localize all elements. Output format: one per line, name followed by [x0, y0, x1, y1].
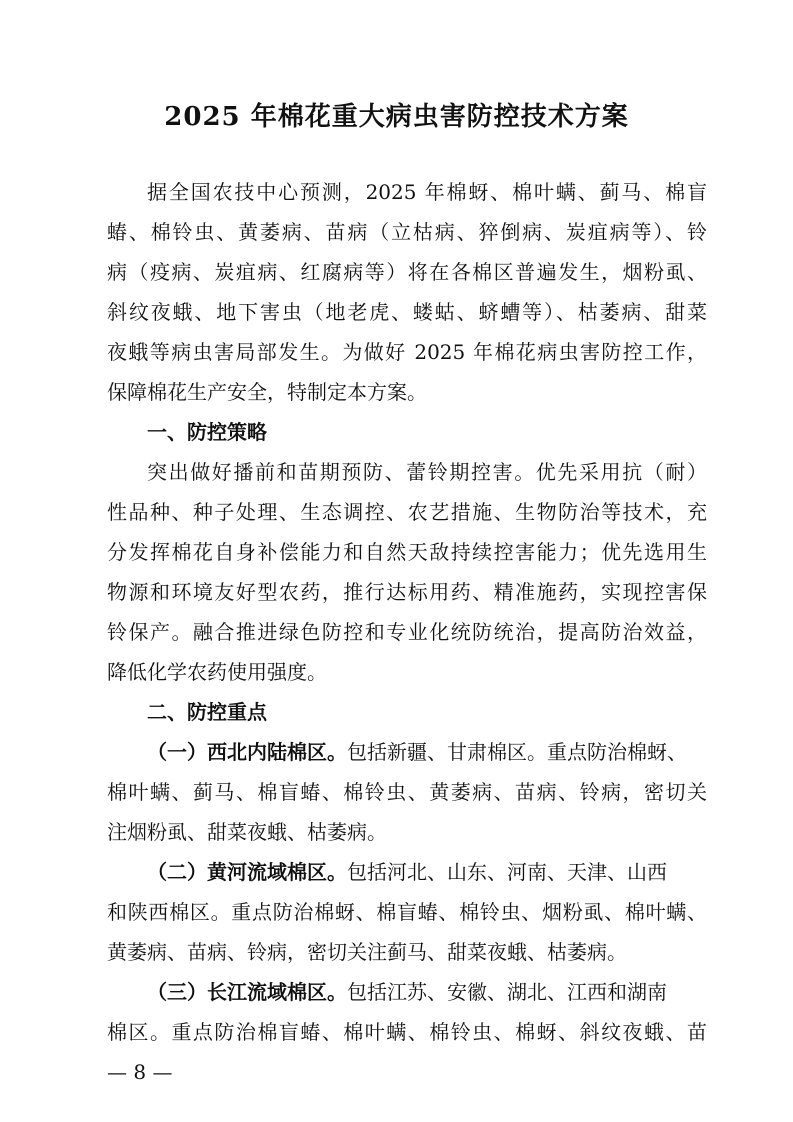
region2-label: （二）黄河流域棉区。: [147, 860, 347, 884]
intro-line-6: 保障棉花生产安全，特制定本方案。: [107, 380, 427, 404]
page-title: 2025 年棉花重大病虫害防控技术方案: [164, 102, 629, 132]
section-heading-strategy: 一、防控策略: [147, 420, 267, 444]
region1-text: 包括新疆、甘肃棉区。重点防治棉蚜、: [347, 740, 687, 764]
region1-line-2: 棉叶螨、蓟马、棉盲蝽、棉铃虫、黄萎病、苗病、铃病，密切关: [107, 780, 707, 804]
region3-label: （三）长江流域棉区。: [147, 980, 347, 1004]
region2-line-3: 黄萎病、苗病、铃病，密切关注蓟马、甜菜夜蛾、枯萎病。: [107, 940, 627, 964]
region1-first-line: [147, 738, 707, 766]
region2-line-2: 和陕西棉区。重点防治棉蚜、棉盲蝽、棉铃虫、烟粉虱、棉叶螨、: [107, 900, 707, 924]
intro-line-5: 夜蛾等病虫害局部发生。为做好 2025 年棉花病虫害防控工作，: [107, 340, 707, 364]
region3-text: 包括江苏、安徽、湖北、江西和湖南: [347, 980, 667, 1004]
intro-line-3: 病（疫病、炭疽病、红腐病等）将在各棉区普遍发生，烟粉虱、: [107, 260, 707, 284]
region2-text: 包括河北、山东、河南、天津、山西: [347, 860, 667, 884]
page-number: — 8 —: [107, 1060, 173, 1084]
region3-line-2: 棉区。重点防治棉盲蝽、棉叶螨、棉铃虫、棉蚜、斜纹夜蛾、苗: [107, 1020, 707, 1044]
strategy-line-1: 突出做好播前和苗期预防、蕾铃期控害。优先采用抗（耐）: [147, 460, 707, 484]
intro-line-2: 蝽、棉铃虫、黄萎病、苗病（立枯病、猝倒病、炭疽病等）、铃: [107, 220, 707, 244]
strategy-line-3: 分发挥棉花自身补偿能力和自然天敌持续控害能力；优先选用生: [107, 540, 707, 564]
strategy-line-5: 铃保产。融合推进绿色防控和专业化统防统治，提高防治效益，: [107, 620, 707, 644]
region1-line-3: 注烟粉虱、甜菜夜蛾、枯萎病。: [107, 820, 387, 844]
section-heading-key-points: 二、防控重点: [147, 700, 267, 724]
region2-first-line: [147, 858, 707, 886]
region3-first-line: [147, 978, 707, 1006]
intro-line-4: 斜纹夜蛾、地下害虫（地老虎、蝼蛄、蛴螬等）、枯萎病、甜菜: [107, 300, 707, 324]
strategy-line-2: 性品种、种子处理、生态调控、农艺措施、生物防治等技术，充: [107, 500, 707, 524]
strategy-line-4: 物源和环境友好型农药，推行达标用药、精准施药，实现控害保: [107, 580, 707, 604]
region1-label: （一）西北内陆棉区。: [147, 740, 347, 764]
intro-line-1: 据全国农技中心预测，2025 年棉蚜、棉叶螨、蓟马、棉盲: [147, 180, 707, 204]
strategy-line-6: 降低化学农药使用强度。: [107, 660, 327, 684]
